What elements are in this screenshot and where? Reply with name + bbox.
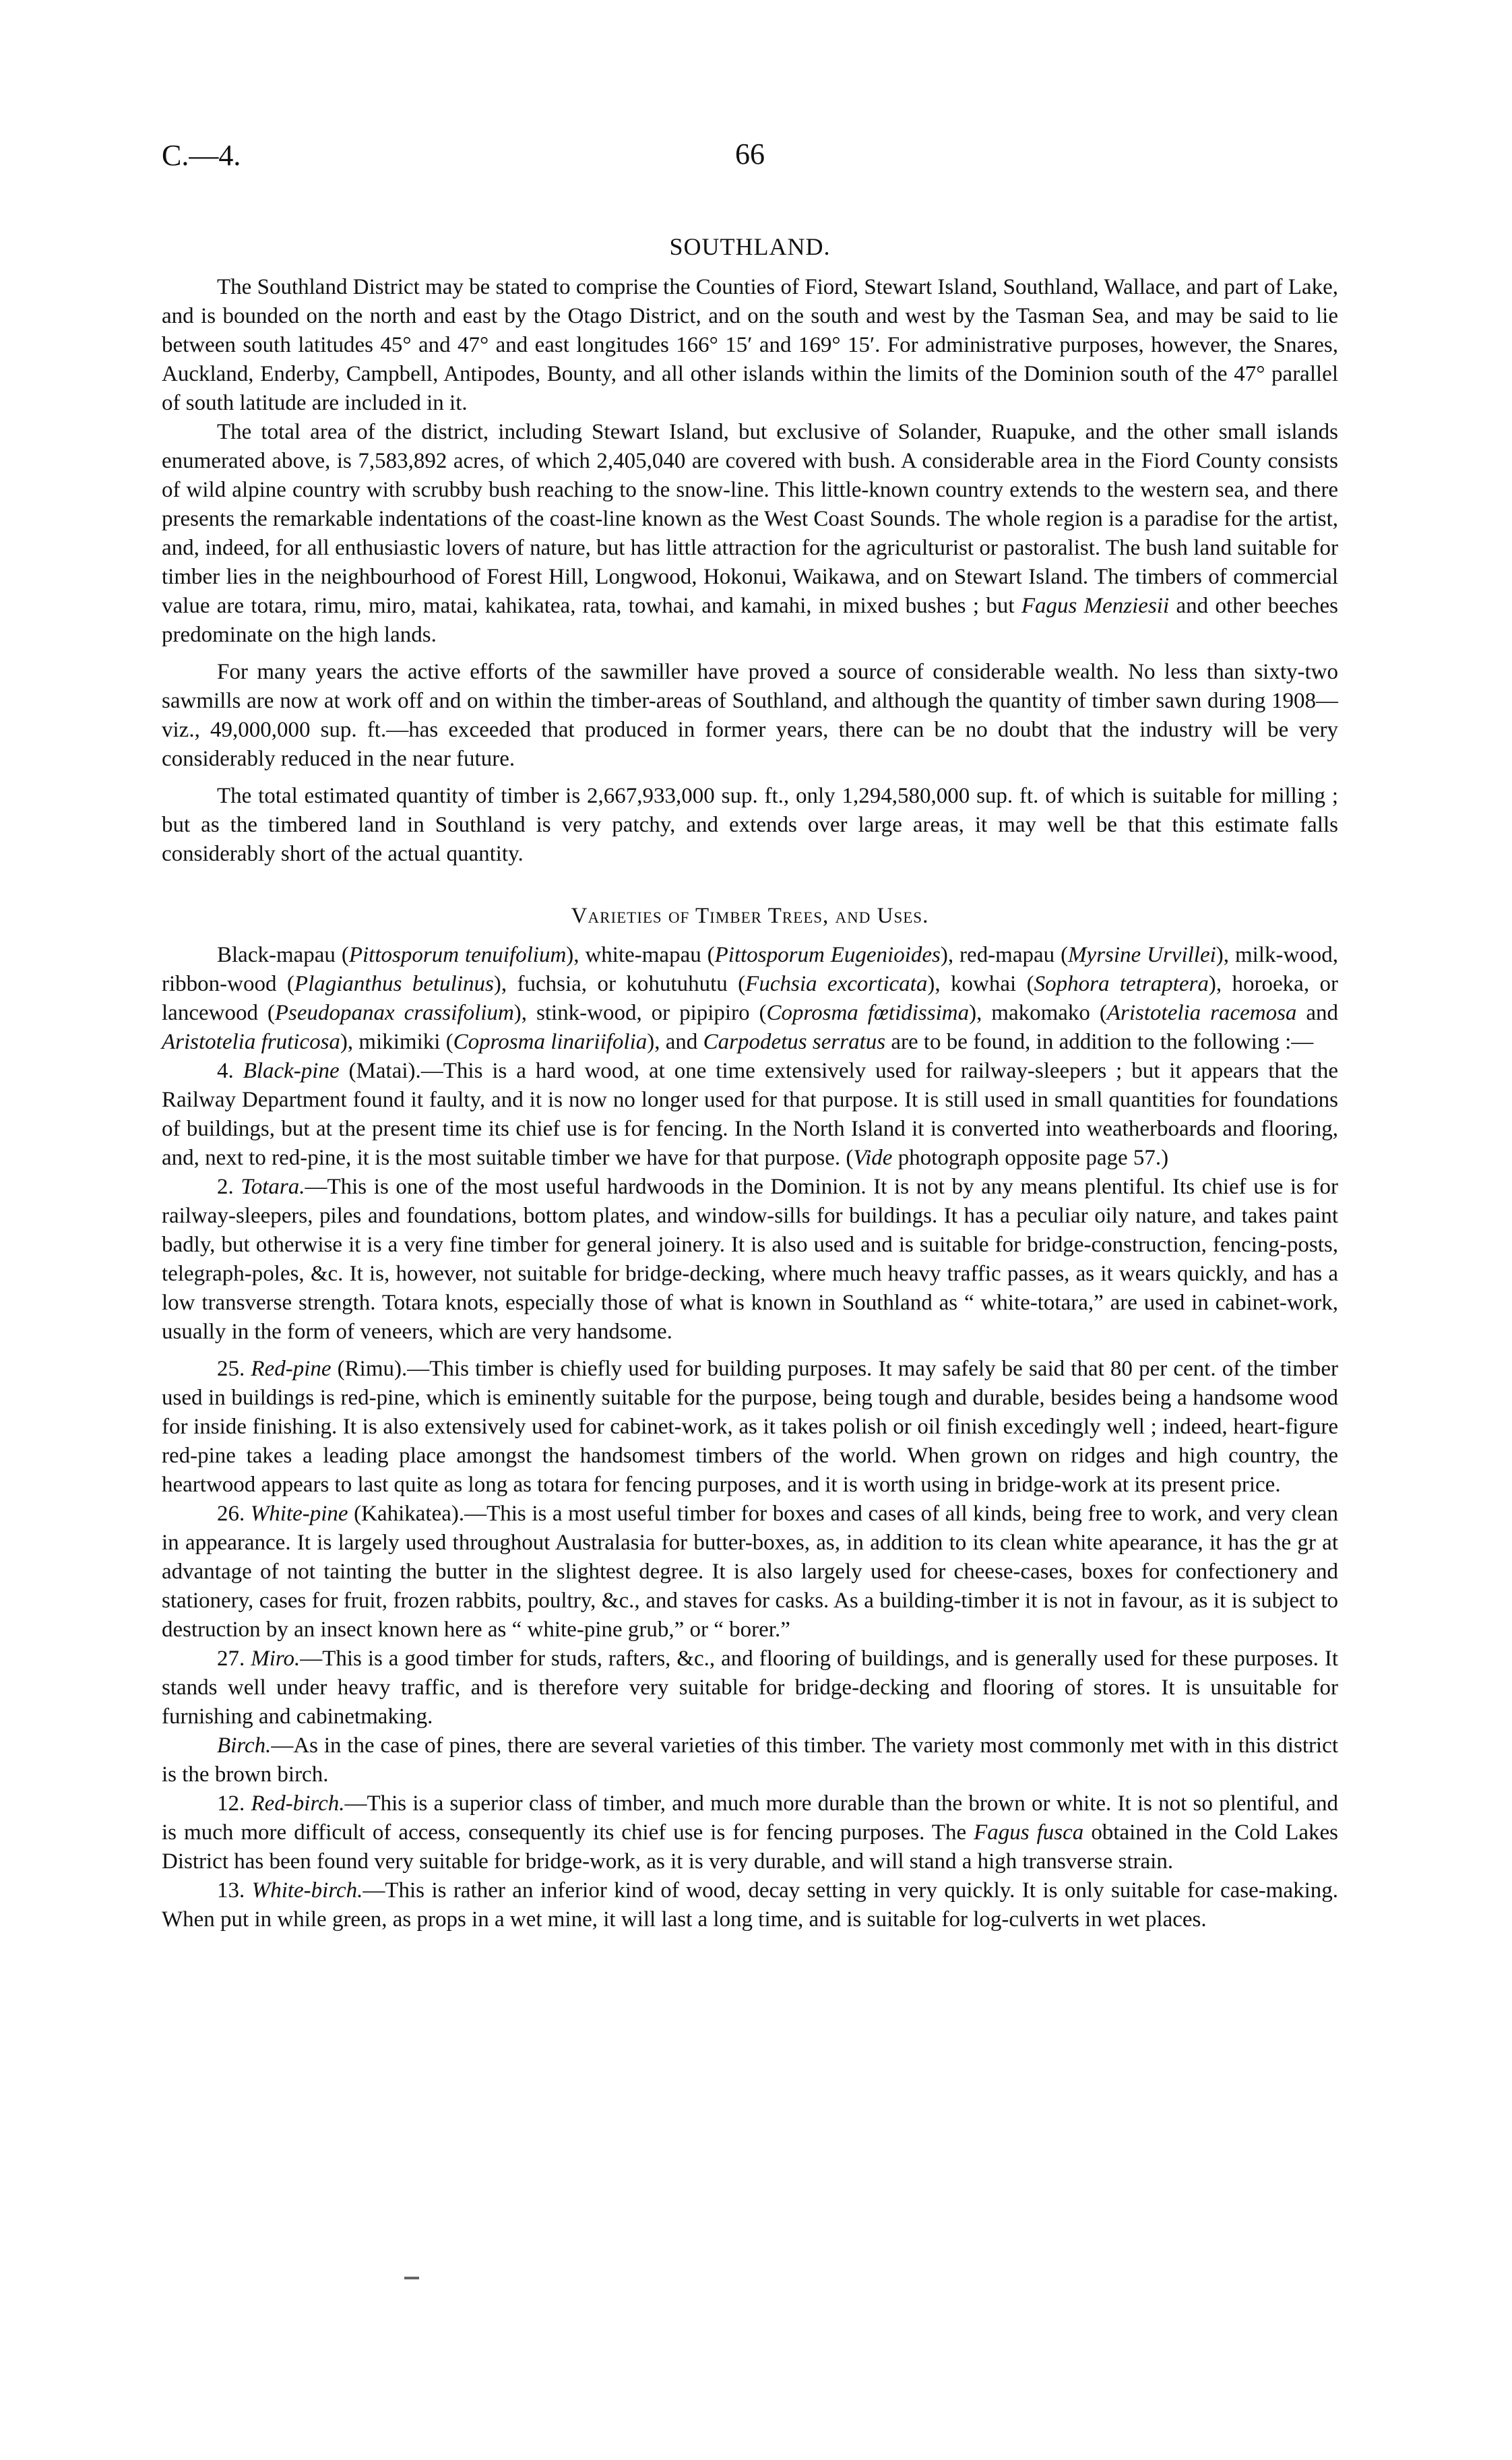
list-text: ), mikimiki ( bbox=[340, 1030, 453, 1054]
entry-number: 13. bbox=[217, 1878, 245, 1903]
entry-name: Red-birch. bbox=[251, 1791, 345, 1816]
entry-text: obtained in the Cold Lakes District has been found very suitable for bridge-work, as it is very durable, and will stand a high transverse strain. bbox=[162, 1820, 1338, 1874]
entry-totara bbox=[162, 1173, 1338, 1347]
entry-name: White-birch. bbox=[251, 1878, 363, 1903]
entry-text: photograph opposite page 57.) bbox=[892, 1146, 1169, 1170]
list-text: ), and bbox=[647, 1030, 703, 1054]
entry-number: 26. bbox=[217, 1502, 245, 1526]
paragraph-timber-quantity: The total estimated quantity of timber is 2,667,933,000 sup. ft., only 1,294,580,000 sup. ft. of which is suitable for milling ; but as the timbered land in Southland is very patchy, and extends over large areas, it may well be that this estimate falls considerably short of the actual quantity. bbox=[162, 784, 1338, 866]
species-name: Pseudopanax crassifolium bbox=[274, 1001, 514, 1025]
list-text: are to be found, in addition to the following :— bbox=[885, 1030, 1314, 1054]
entry-white-birch bbox=[162, 1876, 1338, 1934]
document-page bbox=[162, 131, 1338, 1934]
species-name: Coprosma linariifolia bbox=[453, 1030, 648, 1054]
list-text: ), makomako ( bbox=[969, 1001, 1107, 1025]
print-mark bbox=[404, 2277, 419, 2279]
species-name: Myrsine Urvillei bbox=[1068, 943, 1216, 967]
paragraph-species-list bbox=[162, 941, 1338, 1057]
species-name: Fuchsia excorticata bbox=[745, 972, 928, 996]
species-name: Aristotelia fruticosa bbox=[162, 1030, 340, 1054]
list-text: ), stink-wood, or pipipiro ( bbox=[513, 1001, 767, 1025]
list-text: ), kowhai ( bbox=[927, 972, 1034, 996]
species-name: Fagus Menziesii bbox=[1021, 594, 1170, 618]
entry-name: Black-pine bbox=[243, 1059, 340, 1083]
entry-name: Birch. bbox=[217, 1733, 272, 1758]
entry-red-pine bbox=[162, 1355, 1338, 1500]
species-name: Coprosma fœtidissima bbox=[766, 1001, 970, 1025]
list-text: ), red-mapau ( bbox=[940, 943, 1069, 967]
entry-text: —This is one of the most useful hardwoods in the Dominion. It is not by any means plentiful. Its chief use is for railway-sleepers, piles and foundations, bottom plates, and window-sills for buildings. It has a peculiar oily nature, and takes paint badly, but otherwise it is a very fine timber for general joinery. It is also used and is suitable for bridge-construction, fencing-posts, telegraph-poles, &c. It is, however, not suitable for bridge-decking, where much heavy traffic passes, as it wears quickly, and has a low transverse strength. Totara knots, especially those of what is known in Southland as “ white-totara,” are used in cabinet-work, usually in the form of veneers, which are very handsome. bbox=[162, 1175, 1339, 1344]
paragraph-district-extent: The Southland District may be stated to comprise the Counties of Fiord, Stewart Island, Southland, Wallace, and part of Lake, and is bounded on the north and east by the Otago District, and on the south and west by the Tasman Sea, and may be said to lie between south latitudes 45° and 47° and east longitudes 166° 15′ and 169° 15′. For administrative purposes, however, the Snares, Auckland, Enderby, Campbell, Antipodes, Bounty, and all other islands within the limits of the Dominion south of the 47° parallel of south latitude are included in it. bbox=[162, 275, 1338, 415]
entry-text: (Kahikatea).—This is a most useful timber for boxes and cases of all kinds, being free to work, and very clean in appearance. It is largely used throughout Australasia for butter-boxes, as, in addition to its clean white apearance, it has the gr at advantage of not tainting the butter in the slightest degree. It is also largely used for cheese-cases, boxes for confectionery and stationery, cases for fruit, frozen rabbits, poultry, &c., and staves for casks. As a building-timber it is not in favour, as it is subject to destruction by an insect known here as “ white-pine grub,” or “ borer.” bbox=[162, 1502, 1338, 1642]
paragraph-sawmilling: For many years the active efforts of the sawmiller have proved a source of considerable wealth. No less than sixty-two sawmills are now at work off and on within the timber-areas of Southland, and although the quantity of timber sawn during 1908—viz., 49,000,000 sup. ft.—has exceeded that produced in former years, there can be no doubt that the industry will be very considerably reduced in the near future. bbox=[162, 660, 1338, 771]
paragraph-district-area bbox=[162, 418, 1338, 650]
entry-italic: Vide bbox=[853, 1146, 893, 1170]
list-text: Black-mapau ( bbox=[217, 943, 349, 967]
species-name: Pittosporum tenuifolium bbox=[348, 943, 567, 967]
species-name: Pittosporum Eugenioides bbox=[714, 943, 941, 967]
species-name: Aristotelia racemosa bbox=[1106, 1001, 1297, 1025]
species-name: Sophora tetraptera bbox=[1034, 972, 1209, 996]
list-text: and bbox=[1296, 1001, 1339, 1025]
paragraph-text: and other beeches predominate on the high lands. bbox=[162, 594, 1339, 647]
entry-miro bbox=[162, 1644, 1338, 1731]
entry-text: —This is a good timber for studs, rafters, &c., and flooring of buildings, and is generally used for these purposes. It stands well under heavy traffic, and is therefore very suitable for bridge-decking and flooring of stores. It is unsuitable for furnishing and cabinetmaking. bbox=[162, 1647, 1338, 1729]
entry-birch bbox=[162, 1731, 1338, 1789]
list-text: ), fuchsia, or kohutuhutu ( bbox=[493, 972, 746, 996]
entry-number: 25. bbox=[217, 1357, 245, 1381]
entry-number: 2. bbox=[217, 1175, 234, 1199]
entry-number: 12. bbox=[217, 1791, 245, 1816]
entry-white-pine bbox=[162, 1500, 1338, 1644]
list-text: ), horoeka, or lancewood ( bbox=[162, 972, 1338, 1025]
entry-red-birch bbox=[162, 1789, 1338, 1876]
entry-text: —As in the case of pines, there are several varieties of this timber. The variety most commonly met with in this district is the brown birch. bbox=[162, 1733, 1338, 1787]
entry-number: 4. bbox=[217, 1059, 234, 1083]
document-code: C.—4. bbox=[162, 139, 241, 172]
list-text: ), milk-wood, ribbon-wood ( bbox=[162, 943, 1339, 996]
species-name: Fagus fusca bbox=[974, 1820, 1084, 1845]
entry-text: (Rimu).—This timber is chiefly used for building purposes. It may safely be said that 80 per cent. of the timber used in buildings is red-pine, which is eminently suitable for the purpose, being tough and durable, besides being a handsome wood for inside finishing. It is also extensively used for cabinet-work, as it takes polish or oil finish excedingly well ; indeed, heart-figure red-pine takes a leading place amongst the handsomest timbers of the world. When grown on ridges and high country, the heartwood appears to last quite as long as totara for fencing purposes, and it is worth using in bridge-work at its present price. bbox=[162, 1357, 1338, 1497]
page-number: 66 bbox=[735, 137, 765, 171]
entry-black-pine bbox=[162, 1057, 1338, 1173]
page-header bbox=[162, 131, 1338, 192]
paragraph-text: The total area of the district, including Stewart Island, but exclusive of Solander, Ruapuke, and the other small islands enumerated above, is 7,583,892 acres, of which 2,405,040 are covered with bush. A considerable area in the Fiord County consists of wild alpine country with scrubby bush reaching to the snow-line. This little-known country extends to the western sea, and there presents the remarkable indentations of the coast-line known as the West Coast Sounds. The whole region is a paradise for the artist, and, indeed, for all enthusiastic lovers of nature, but has little attraction for the agriculturist or pastoralist. The bush land suitable for timber lies in the neighbourhood of Forest Hill, Longwood, Hokonui, Waikawa, and on Stewart Island. The timbers of commercial value are totara, rimu, miro, matai, kahikatea, rata, towhai, and kamahi, in mixed bushes ; but bbox=[162, 420, 1338, 618]
entry-text: —This is rather an inferior kind of wood, decay setting in very quickly. It is only suitable for case-making. When put in while green, as props in a wet mine, it will last a long time, and is suitable for log-culverts in wet places. bbox=[162, 1878, 1339, 1932]
entry-text: (Matai).—This is a hard wood, at one time extensively used for railway-sleepers ; but it appears that the Railway Department found it faulty, and it is now no longer used for that purpose. It is still used in small quantities for foundations of buildings, but at the present time its chief use is for fencing. In the North Island it is converted into weatherboards and flooring, and, next to red-pine, it is the most suitable timber we have for that purpose. ( bbox=[162, 1059, 1338, 1170]
section-title: SOUTHLAND. bbox=[669, 233, 831, 260]
list-text: ), white-mapau ( bbox=[566, 943, 715, 967]
entry-text: —This is a superior class of timber, and much more durable than the brown or white. It is not so plentiful, and is much more difficult of access, consequently its chief use is for fencing purposes. The bbox=[162, 1791, 1339, 1845]
entry-name: Totara. bbox=[241, 1175, 305, 1199]
varieties-heading: Varieties of Timber Trees, and Uses. bbox=[571, 904, 929, 928]
species-name: Plagianthus betulinus bbox=[294, 972, 494, 996]
entry-number: 27. bbox=[217, 1647, 245, 1671]
entry-name: Miro. bbox=[251, 1647, 301, 1671]
species-name: Carpodetus serratus bbox=[703, 1030, 886, 1054]
entry-name: Red-pine bbox=[251, 1357, 332, 1381]
entry-name: White-pine bbox=[250, 1502, 348, 1526]
